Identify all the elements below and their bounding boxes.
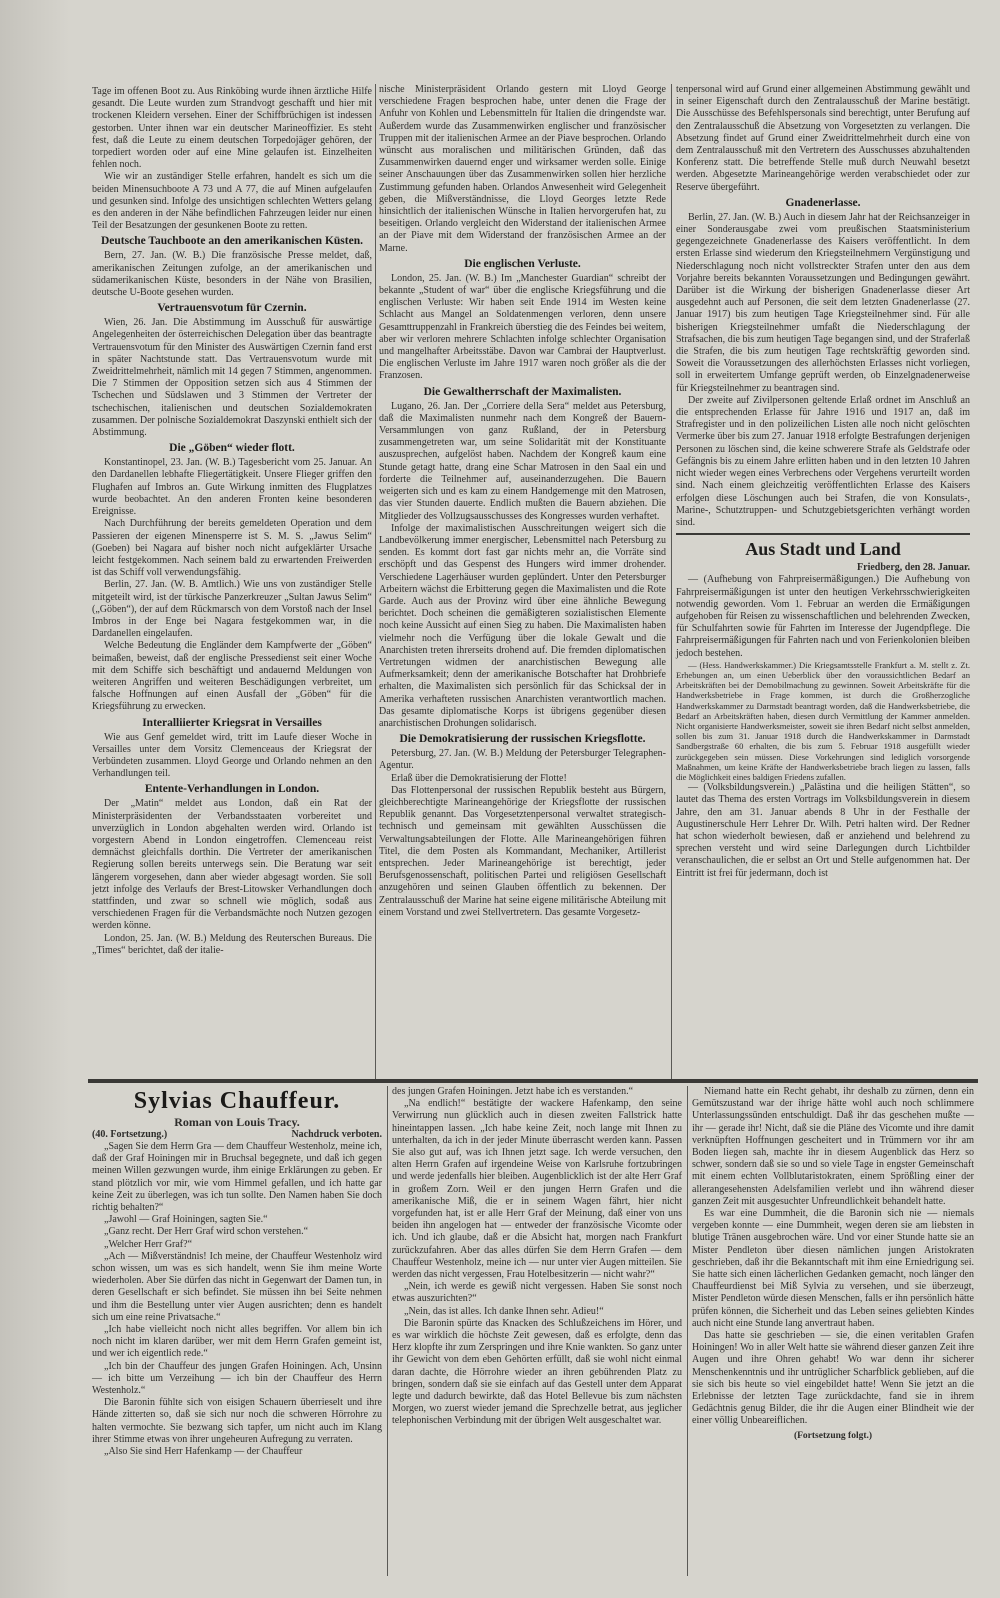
installment-label: (40. Fortsetzung.) [92, 1129, 168, 1140]
paragraph: nische Ministerpräsident Orlando gestern mit Lloyd George verschiedene Fragen besprochen habe, unter denen die Frage der Anfuhr von Kohlen und Lebensmitteln für Italien die dringendste war. Außerdem wurde das Zusammenwirken englischer und französischer Truppen mit der italienischen Armee an der Piave besprochen. Orlando wünscht aus moralischen und militärischen Gründen, daß das Zusammenwirken dauernd enger und wirksamer werden solle. Einige seiner Anschauungen über das Zusammenwirken sollen hier herzliche Zustimmung gefunden haben. Orlandos Anwesenheit wird Gelegenheit geben, die Mißverständnisse, die Lloyd Georges letzte Rede hinsichtlich der italienischen Wünsche in Italien hervorgerufen hat, zu beseitigen. Orlando vergleicht den Widerstand der italienischen Armee an der Piave mit dem Widerstand der französischen Armee an der Marne. [379, 84, 666, 254]
column-rule [671, 84, 672, 1079]
paragraph: „Nein, das ist alles. Ich danke Ihnen sehr. Adieu!“ [404, 1305, 604, 1317]
paragraph: Der zweite auf Zivilpersonen geltende Erlaß ordnet im Anschluß an die entsprechenden Erlasse für Jahre 1916 und 1917 an, daß im Strafregister und in den polizeilichen Listen alle noch nicht gelöschten Vermerke über bis zum 27. Januar 1918 erfolgte Bestrafungen derjenigen Personen zu löschen sind, die keine schwerere Strafe als Geldstrafe oder Gefängnis bis zu einem Jahre erlitten haben und in den letzten 10 Jahren nicht wieder wegen eines Verbrechens oder Vergehens verurteilt worden sind. Nach einem gleichzeitig veröffentlichten Erlasse des Kaisers erfolgen diese Löschungen auch bei Strafen, die von Konsulats-, Marine-, Schutztruppen- und Schutzgebietsgerichten verhängt worden sind. [676, 394, 970, 528]
headline: Die „Göben“ wieder flott. [169, 442, 295, 455]
headline: Die englischen Verluste. [464, 257, 581, 270]
column-rule [375, 84, 376, 1079]
section-rule [676, 533, 970, 535]
paragraph: „Ach — Mißverständnis! Ich meine, der Chauffeur Westenholz wird schon wissen, um was es sich handelt, wenn Sie ihm meine Worte wiederholen. Aber Sie dürfen das nicht in Gegenwart der Damen tun, in deren Gesellschaft er sich befindet. Sie müssen ihn bei Seite nehmen und ihm die Bestellung unter vier Augen ausrichten; denn es handelt sich um eine reine Privatsache.“ [92, 1250, 382, 1323]
page-shadow [0, 0, 70, 1598]
headline: Die Demokratisierung der russischen Kriegsflotte. [399, 733, 646, 746]
feuilleton-column-3 [692, 1086, 974, 1442]
paragraph: — (Volksbildungsverein.) „Palästina und die heiligen Stätten“, so lautet das Thema des ersten Vortrags im Volksbildungsverein in diesem Jahre, den am 31. Januar abends 8 Uhr in der Festhalle der Augustinerschule Herr Lehrer Dr. Wilh. Petri halten wird. Der Redner hat schon wiederholt bewiesen, daß er anziehend und belehrend zu sprechen versteht und wird seine Darlegungen durch Lichtbilder veranschaulichen, die er selbst an Ort und Stelle aufgenommen hat. Der Eintritt ist frei für jedermann, doch ist [676, 782, 970, 879]
paragraph: Es war eine Dummheit, die die Baronin sich nie — niemals vergeben konnte — eine Dummheit, wegen deren sie am liebsten in blutige Tränen ausgebrochen wäre. Und vor einer Stunde hatte sie an Mister Pendleton über diesen nämlichen jungen Aristokraten geschrieben, daß ihr die Bekanntschaft mit ihm eine Erniedrigung sei. Sie hatte sich einen lächerlichen Gedanken gemacht, noch länger den Chauffeurdienst bei Miß Sylvia zu versehen, und sie überzeugt, Mister Pendleton würde diesen Menschen, falls er ihn persönlich hätte prüfen können, die Sicherheit und das Leben seines geliebten Kindes auch nicht eine Stunde lang anvertraut haben. [692, 1208, 974, 1329]
paragraph: — (Hess. Handwerkskammer.) Die Kriegsamtsstelle Frankfurt a. M. stellt z. Zt. Erhebungen an, um einen Ueberblick über den voraussichtlichen Bedarf an Arbeitskräften bei der Demobilmachung zu gewinnen. Soweit Arbeitskräfte für die Handwerksbetriebe in Frage kommen, ist durch die Großherzogliche Handwerkskammer zu Darmstadt beantragt worden, daß die Handwerksbetriebe, die Bedarf an Arbeitskräften haben, diesen durch Vermittlung der Kammer anmelden. Nicht organisierte Handwerksmeister, soweit sie ihren Bedarf nicht selbst anmelden, sollen bis zum 31. Januar 1918 durch die Handwerkskammer in Darmstadt Sandbergstraße 60 erhalten, die bis zum 5. Februar 1918 ausgefüllt wieder zurückgegeben sein müssen. Diese Vorkehrungen sind lediglich vorsorgende Maßnahmen, um keine Kräfte der Handwerksbetriebe brach liegen zu lassen, falls die Möglichkeit eines baldigen Friedens zufallen. [676, 659, 970, 782]
headline: Entente-Verhandlungen in London. [144, 783, 320, 796]
feuilleton-column-2 [392, 1086, 682, 1428]
paragraph: Wie wir an zuständiger Stelle erfahren, handelt es sich um die beiden Minensuchboote A 73 und A 77, die auf Minen aufgelaufen und gesunken sind. Infolge des unsichtigen schlechten Wetters gelang es den anderen in der Nähe befindlichen Fahrzeugen leider nur einen Teil der Besatzungen der gesunkenen Boote zu retten. [92, 171, 372, 232]
paragraph: tenpersonal wird auf Grund einer allgemeinen Abstimmung gewählt und in seiner Eigenschaft durch den Zentralausschuß der Marine bestätigt. Die Ausschüsse des Befehlspersonals sind berechtigt, unter Berufung auf den Zentralausschuß die Absetzung von Vorgesetzten zu verlangen. Die Absetzung findet auf Grund einer Zweidrittelmehrheit durch eine von dem Zentralausschuß mit den Vertretern des Ausschusses abzuhaltenden Konferenz statt. Die betreffende Stelle muß durch Neuwahl besetzt werden. Abgesetzte Marineangehörige werden verabschiedet oder zur Reserve übergeführt. [676, 84, 970, 193]
paragraph: „Ich habe vielleicht noch nicht alles begriffen. Vor allem bin ich noch nicht im klaren darüber, wer mit dem Herrn Grafen gemeint ist, und wer ich eigentlich rede.“ [92, 1324, 382, 1360]
paragraph: London, 25. Jan. (W. B.) Im „Manchester Guardian“ schreibt der bekannte „Student of war“ über die englische Kriegsführung und die englischen Verluste: Wir haben seit Ende 1914 im Westen keine Schlacht aus Mangel an Soldatenmengen verloren, denn unsere Gesamttruppenzahl in Frankreich überstieg die des Feindes bei weitem, aber wir verloren mehrere Schlachten infolge schlechter Organisation und mangelhafter Arbeitsstäbe. Davon war Cambrai der Hauptverlust. Die englischen Verluste im Jahre 1917 waren noch größer als die der Franzosen. [379, 272, 666, 382]
paragraph: „Sagen Sie dem Herrn Gra — dem Chauffeur Westenholz, meine ich, daß der Graf Hoiningen mir in Bruchsal begegnete, und daß ich gegen meinen Willen gezwungen wurde, ihm einige Erklärungen zu geben. Er stand plötzlich vor mir, wie vom Himmel gefallen, und ich hatte gar keine Zeit zu überlegen, was ich tun sollte. Den Namen haben Sie doch richtig behalten?“ [92, 1141, 382, 1214]
paragraph: „Nein, ich werde es gewiß nicht vergessen. Haben Sie sonst noch etwas auszurichten?“ [392, 1281, 682, 1305]
paragraph: „Na endlich!“ bestätigte der wackere Hafenkamp, den seine Verwirrung nun glücklich auch in diesen zweiten Fallstrick hatte hineintappen lassen. „Ich habe keine Zeit, noch lange mit Ihnen zu unterhalten, da ich in der jeder Minute überrascht werden kann. Passen Sie also gut auf, was ich Ihnen jetzt sage. Ich werde versuchen, den alten Herrn Grafen auf irgendeine Weise von Karlsruhe fortzubringen und werde jedenfalls hier bleiben. Augenblicklich ist der alte Herr Graf in großem Zorn. Weil er den jungen Herrn Grafen und die amerikanische Miß, die er in seinem Wagen fährt, hier nicht vorgefunden hat, ist er alle Herr Graf der Meinung, daß einer von uns beiden ihn angelogen hat — entweder der französische Vicomte oder ich. Und ich glaube, daß er die Absicht hat, morgen nach Frankfurt zurückzufahren. Aber das alles dürfen Sie dem Herrn Grafen — dem Chauffeur Westenholz, meine ich — nur unter vier Augen mitteilen. Sie werden das nicht vergessen, Frau Hotelbesitzerin — nicht wahr?“ [392, 1098, 682, 1281]
paragraph: Bern, 27. Jan. (W. B.) Die französische Presse meldet, daß, amerikanischen Zeitungen zufolge, an der amerikanischen und südamerikanischen Küste, besonders in der Nähe von Brasilien, deutsche U-Boote gesehen wurden. [92, 250, 372, 299]
novel-author: Roman von Louis Tracy. [174, 1115, 300, 1129]
paragraph: Erlaß über die Demokratisierung der Flotte! [391, 772, 567, 784]
paragraph: Die Baronin spürte das Knacken des Schlußzeichens im Hörer, und es war wirklich die höchste Zeit gewesen, daß es erfolgte, denn das Herz klopfte ihr zum Zerspringen und ihre Knie wankten. So ganz unter ihr Gewicht von dem eben Gehörten erfüllt, daß sie wohl nicht einmal daran dachte, die Hörrohre wieder an ihren gebührenden Platz zu bringen, sondern daß sie sie einfach auf das Gestell unter dem Apparat legte und dadurch bewirkte, daß das Hotel Bellevue bis zum nächsten Morgen, wo zuerst wieder jemand die Sprechzelle betrat, aus jeglicher telephonischen Verbindung mit der übrigen Welt ausgeschaltet war. [392, 1317, 682, 1427]
headline: Deutsche Tauchboote an den amerikanischen Küsten. [101, 235, 363, 248]
column-2 [379, 84, 666, 919]
paragraph: „Jawohl — Graf Hoiningen, sagten Sie.“ [104, 1214, 268, 1226]
feuilleton-column-1 [92, 1088, 382, 1458]
paragraph: Nach Durchführung der bereits gemeldeten Operation und dem Passieren der eigenen Minensperre ist S. M. S. „Jawus Selim“ (Goeben) bei Nagara auf bisher noch nicht aufgeklärter Ursache leicht festgekommen. Nach seinem bald zu erwartenden Freiwerden ist das Schiff voll verwendungsfähig. [92, 518, 372, 579]
continuation-note: (Fortsetzung folgt.) [793, 1430, 873, 1441]
paragraph: Die Baronin fühlte sich von eisigen Schauern überrieselt und ihre Hände zitterten so, daß sie sich nur noch die schweren Hörrohre zu halten vermochte. Sie bezwang sich tapfer, um nicht auch im Klang ihrer Stimme etwas von ihrer ungeheuren Aufregung zu verraten. [92, 1397, 382, 1445]
paragraph: Lugano, 26. Jan. Der „Corriere della Sera“ meldet aus Petersburg, daß die Maximalisten nunmehr nach dem Kongreß der Bauern-Versammlungen von ganz Rußland, der in Petersburg zusammengetreten war, um seine Solidarität mit der Konstituante auszusprechen, aufgelöst haben. Nachdem der Kongreß kaum eine Stunde getagt hatte, drang eine Schar Matrosen in den Saal ein und forderte die Teilnehmer auf, auseinanderzugehen. Die Bauern weigerten sich und es kam zu einem Handgemenge mit den Matrosen, das vier Stunden dauerte. Endlich mußten die Bauern abziehen. Die Mitglieder des Vollzugsausschusses des Kongresses wurden verhaftet. [379, 400, 666, 522]
paragraph: „Also Sie sind Herr Hafenkamp — der Chauffeur [104, 1446, 303, 1458]
headline: Die Gewaltherrschaft der Maximalisten. [423, 385, 622, 398]
section-heading: Aus Stadt und Land [745, 539, 901, 560]
paragraph: Berlin, 27. Jan. (W. B. Amtlich.) Wie uns von zuständiger Stelle mitgeteilt wird, ist der türkische Panzerkreuzer „Sultan Jawus Selim“ („Göben“), der auf dem Rückmarsch von dem Vorstoß nach der Insel Imbros in der Enge bei Nagara festgekommen war, in die Dardanellen eingelaufen. [92, 579, 372, 640]
paragraph: Niemand hatte ein Recht gehabt, ihr deshalb zu zürnen, denn ein Gemütszustand war der ihrige hätte wohl auch noch schlimmere Unterlassungssünden entschuldigt. Daß ihr das geschehen mußte — ihr — gerade ihr! Nicht, daß sie die Pläne des Vicomte und ihre damit verknüpften Hoffnungen gescheitert und in Trümmern vor ihr am Boden liegen sah, machte ihr in diesem Augenblick das Herz so schwer, sondern daß sie so und so viele Tage in engster Gemeinschaft mit einem echten Vollblutaristokraten, einem Sprößling einer der allerangesehensten Adelsfamilien verlebt und ihn während dieser ganzen Zeit mit ausgesuchter Unfreundlichkeit behandelt hatte. [692, 1086, 974, 1207]
paragraph: — (Aufhebung von Fahrpreisermäßigungen.) Die Aufhebung von Fahrpreisermäßigungen ist unter den heutigen Verkehrsschwierigkeiten notwendig geworden. Vom 1. Februar an werden die Ermäßigungen aufgehoben für Reisen zu wissenschaftlichen und belehrenden Zwecken, für Schulfahrten sowie für Fahrten im Interesse der Jugendpflege. Die Fahrpreisermäßigungen für Fahrten nach und von Ferienkolonien bleiben jedoch bestehen. [676, 574, 970, 659]
paragraph: Infolge der maximalistischen Ausschreitungen weigert sich die Landbevölkerung immer energischer, Lebensmittel nach Petersburg zu senden. Es kommt dort fast gar nichts mehr an, die Vorräte sind erschöpft und das Gespenst des Hungers wird immer drohender. Verschiedene Lagerhäuser wurden geplündert. Unter den Petersburger Arbeitern wächst die Erbitterung gegen die Maximalisten und die Rote Garde. Auch aus der Provinz wird über eine ähnliche Bewegung berichtet. Doch scheinen die gemäßigteren sozialistischen Elemente noch keine Aussicht auf einen Sieg zu haben. Die Maximalisten haben vielmehr noch die Verfügung über die lokale Gewalt und die Anarchisten treten ihrerseits drohend auf. Die fremden diplomatischen Vertretungen widmen der anarchistischen Bewegung alle Aufmerksamkeit; denn der amerikanische Botschafter hat Drohbriefe erhalten, die Maximalisten sich persönlich für das Schicksal der in Amerika verhafteten russischen Anarchisten verantwortlich machen. Das gesamte diplomatische Korps ist übrigens gegenüber diesen anarchistischen Drohungen solidarisch. [379, 522, 666, 729]
paragraph: Der „Matin“ meldet aus London, daß ein Rat der Ministerpräsidenten der Verbandsstaaten vorbereitet und unverzüglich in London abgehalten werden wird. Orlando ist vorgestern Abend in London eingetroffen. Clemenceau reist demnächst gleichfalls dorthin. Die Vertreter der amerikanischen Regierung sollen bereits unterwegs sein. Die Beratung war seit längerem vorgesehen, dann aber wieder abgesagt worden. Sie soll jetzt infolge des Verlaufs der Brest-Litowsker Verhandlungen doch stattfinden, und zwar so schnell wie möglich, sodaß aus verschiedenen Fragen für die Verbandsmächte noch Nutzen gezogen werden könne. [92, 798, 372, 932]
paragraph: Konstantinopel, 23. Jan. (W. B.) Tagesbericht vom 25. Januar. An den Dardanellen lebhafte Fliegertätigkeit. Unsere Flieger griffen den Flughafen auf Imbros an. Gute Wirkung inmitten des Flugplatzes wurde beobachtet. An den anderen Fronten keine besonderen Ereignisse. [92, 457, 372, 518]
feuilleton-rule [88, 1079, 978, 1083]
dateline: Friedberg, den 28. Januar. [857, 562, 970, 574]
paragraph: „Ganz recht. Der Herr Graf wird schon verstehen.“ [104, 1226, 309, 1238]
novel-title: Sylvias Chauffeur. [133, 1088, 341, 1114]
column-1 [92, 86, 372, 957]
copyright-notice: Nachdruck verboten. [291, 1129, 382, 1140]
column-rule [687, 1086, 688, 1576]
column-3 [676, 84, 970, 880]
headline: Interalliierter Kriegsrat in Versailles [142, 716, 322, 729]
headline: Gnadenerlasse. [785, 196, 861, 209]
paragraph: Wien, 26. Jan. Die Abstimmung im Ausschuß für auswärtige Angelegenheiten der österreichischen Delegation über das beantragte Vertrauensvotum für den Minister des Auswärtigen Czernin fand erst in später Nachtstunde statt. Das Vertrauensvotum wurde mit Zweidrittelmehrheit, nämlich mit 14 gegen 7 Stimmen, angenommen. Die 7 Stimmen der Opposition setzen sich aus 4 Stimmen der Tschechen und Südslawen und 3 Stimmen der Vertreter der tschechischen, italienischen und deutschen Sozialdemokraten zusammen. Der polnische Sozialdemokrat Daszynski enthielt sich der Abstimmung. [92, 317, 372, 439]
paragraph: „Ich bin der Chauffeur des jungen Grafen Hoiningen. Ach, Unsinn — ich bitte um Verzeihung — ich bin der Chauffeur des Herrn Westenholz.“ [92, 1360, 382, 1397]
column-rule [387, 1086, 388, 1576]
paragraph: Welche Bedeutung die Engländer dem Kampfwerte der „Göben“ beimaßen, beweist, daß der englische Pressedienst seit einer Woche mit dem Schiffe sich beschäftigt und andauernd Meldungen von weiteren Angriffen und weiteren Beschädigungen verbreitet, um falsche Hoffnungen auf einen Ausfall der „Göben“ für die Kriegsführung zu erwecken. [92, 640, 372, 713]
paragraph: des jungen Grafen Hoiningen. Jetzt habe ich es verstanden.“ [392, 1086, 634, 1097]
paragraph: Tage im offenen Boot zu. Aus Rinköbing wurde ihnen ärztliche Hilfe gesandt. Die Leute wurden zum Strandvogt geschafft und hier mit trockenen Kleidern versehen. Einer der Schiffbrüchigen ist indessen gestorben. Unter ihnen war ein deutscher Marineoffizier. Es steht fest, daß die Leute zu einem deutschen Torpedojäger gehören, der torpediert worden oder auf eine Mine gelaufen ist. Einzelheiten fehlen noch. [92, 86, 372, 171]
paragraph: London, 25. Jan. (W. B.) Meldung des Reuterschen Bureaus. Die „Times“ berichtet, daß der italie- [92, 932, 372, 956]
paragraph: „Welcher Herr Graf?“ [104, 1238, 193, 1250]
headline: Vertrauensvotum für Czernin. [157, 302, 307, 315]
paragraph: Das Flottenpersonal der russischen Republik besteht aus Bürgern, gleichberechtigte Marineangehörige der Kriegsflotte der russischen Republik genannt. Das Vorgesetztenpersonal verwaltet strategisch-technisch und gemeinsam mit gewählten Ausschüssen die Verwaltungsabteilungen der Flotte. Alle Marineangehörigen führen Titel, die dem Posten als Kommandant, Mechaniker, Artillerist entsprechen. Jeder Marineangehörige ist berechtigt, jeder Berufsgenossenschaft, politischen Partei und religiösen Gesellschaft anzugehören und seinen Glauben öffentlich zu bekennen. Der Zentralausschuß der Marine hat seine eigene militärische Abteilung mit einem Vorstand und zwei Stellvertretern. Das gesamte Vorgesetz- [379, 784, 666, 918]
paragraph: Wie aus Genf gemeldet wird, tritt im Laufe dieser Woche in Versailles unter dem Vorsitz Clemenceaus der Kriegsrat der Verbündeten zusammen. Lloyd George und Orlando nehmen an den Verhandlungen teil. [92, 731, 372, 780]
paragraph: Petersburg, 27. Jan. (W. B.) Meldung der Petersburger Telegraphen-Agentur. [379, 748, 666, 772]
paragraph: Berlin, 27. Jan. (W. B.) Auch in diesem Jahr hat der Reichsanzeiger in einer Sonderausgabe zwei vom preußischen Staatsministerium gegengezeichnete Gnadenerlasse des Kaisers veröffentlicht. In dem ersten Erlasse sind wiederum den Kriegsteilnehmern Vergünstigung und Niederschlagung noch nicht vollstreckter Strafen unter den aus dem Vorjahre bereits bekannten Voraussetzungen und Bedingungen gewährt. Darüber ist die Wirkung der bisherigen Gnadenerlasse dieser Art ausgedehnt auch auf Personen, die seit dem letzten Gnadenerlasse (27. Januar 1917) bis zum heutigen Tage Kriegsteilnehmer sind. Für alle bisherigen Kriegsteilnehmer umfaßt die Niederschlagung der Strafsachen, die bis zum heutigen Tage begangen sind, und der Straferlaß die Strafen, die bis zum heutigen Tage rechtskräftig geworden sind. Soweit die Voraussetzungen des allerhöchsten Erlasses nicht vorliegen, soll in erweitertem Umfange geprüft werden, ob Einzelgnadenerweise für Kriegsteilnehmer zu beantragen sind. [676, 211, 970, 394]
paragraph: Das hatte sie geschrieben — sie, die einen veritablen Grafen Hoiningen! Wo in aller Welt hatte sie während dieser ganzen Zeit ihre Augen und ihre Ohren gehabt! Wo war denn ihr sicherer Menschenkenntnis und ihr untrüglicher Scharfblick geblieben, auf die sie sich bis heute so viel eingebildet hatte! Wenn Sie jetzt an die Erlebnisse der letzten Tage zurückdachte, fand sie in ihrem Gedächtnis genug Bilder, die ihr die Augen einer Blindheit wie der einer völlig Unbeareiflichen. [692, 1330, 974, 1427]
